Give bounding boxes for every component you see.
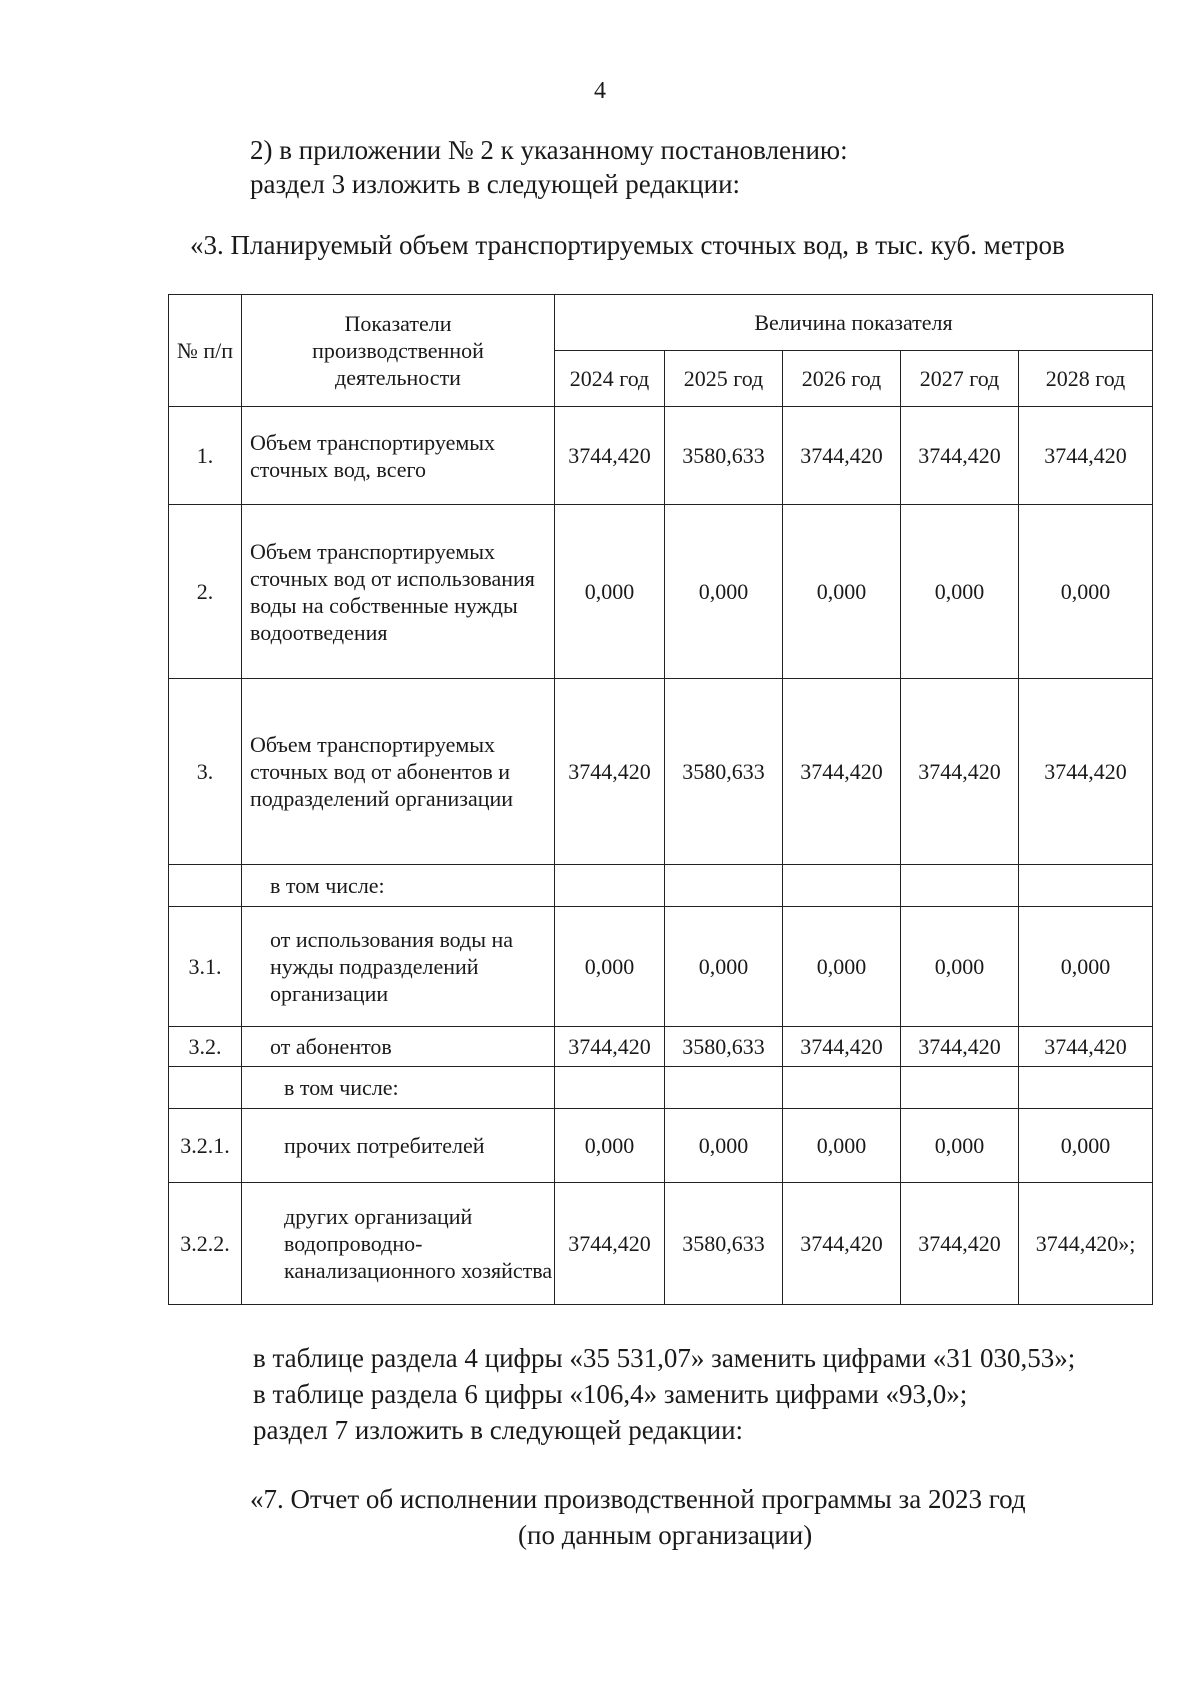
row-name: в том числе: bbox=[242, 865, 555, 907]
row-value: 3580,633 bbox=[665, 679, 783, 865]
amendment-line-1: в таблице раздела 4 цифры «35 531,07» заменить цифрами «31 030,53»; bbox=[253, 1343, 1076, 1373]
row-value: 3744,420 bbox=[1019, 1027, 1153, 1067]
row-value: 0,000 bbox=[783, 505, 901, 679]
row-value: 3744,420 bbox=[783, 1027, 901, 1067]
row-name: Объем транспортируемых сточных вод от использования воды на собственные нужды водоотведения bbox=[242, 505, 555, 679]
row-value bbox=[1019, 1067, 1153, 1109]
row-value: 3744,420 bbox=[1019, 679, 1153, 865]
row-name: от абонентов bbox=[242, 1027, 555, 1067]
row-value bbox=[901, 1067, 1019, 1109]
header-value-group: Величина показателя bbox=[555, 295, 1153, 351]
table-row bbox=[169, 865, 1153, 907]
row-value: 0,000 bbox=[783, 1109, 901, 1183]
row-value bbox=[555, 1067, 665, 1109]
row-value: 3744,420 bbox=[555, 1027, 665, 1067]
row-value: 0,000 bbox=[901, 907, 1019, 1027]
row-name: Объем транспортируемых сточных вод от абонентов и подразделений организации bbox=[242, 679, 555, 865]
table-row bbox=[169, 1183, 1153, 1305]
row-value: 3744,420 bbox=[555, 1183, 665, 1305]
header-year: 2024 год bbox=[555, 351, 665, 407]
row-value: 3744,420 bbox=[901, 407, 1019, 505]
row-value: 0,000 bbox=[783, 907, 901, 1027]
row-value: 0,000 bbox=[555, 1109, 665, 1183]
row-value bbox=[555, 865, 665, 907]
row-value: 3744,420 bbox=[1019, 407, 1153, 505]
row-value: 3744,420 bbox=[783, 407, 901, 505]
row-value bbox=[783, 865, 901, 907]
row-value: 3744,420 bbox=[555, 407, 665, 505]
section-3-title: «3. Планируемый объем транспортируемых сточных вод, в тыс. куб. метров bbox=[190, 230, 1065, 260]
row-value bbox=[665, 865, 783, 907]
row-name: прочих потребителей bbox=[242, 1109, 555, 1183]
table-row bbox=[169, 407, 1153, 505]
row-value bbox=[783, 1067, 901, 1109]
header-year: 2025 год bbox=[665, 351, 783, 407]
header-num: № п/п bbox=[169, 295, 242, 407]
row-value: 0,000 bbox=[665, 907, 783, 1027]
row-value: 0,000 bbox=[901, 1109, 1019, 1183]
row-value: 0,000 bbox=[1019, 907, 1153, 1027]
row-num: 3. bbox=[169, 679, 242, 865]
row-num: 3.2.1. bbox=[169, 1109, 242, 1183]
row-value: 3744,420 bbox=[783, 679, 901, 865]
table-row bbox=[169, 1027, 1153, 1067]
row-value: 0,000 bbox=[1019, 505, 1153, 679]
intro-line-2: раздел 3 изложить в следующей редакции: bbox=[250, 169, 741, 199]
row-value: 3580,633 bbox=[665, 1183, 783, 1305]
header-indicator: Показатели производственной деятельности bbox=[242, 295, 555, 407]
row-value bbox=[1019, 865, 1153, 907]
intro-line-1: 2) в приложении № 2 к указанному постановлению: bbox=[250, 135, 848, 165]
row-num bbox=[169, 865, 242, 907]
row-value: 0,000 bbox=[1019, 1109, 1153, 1183]
table-row bbox=[169, 679, 1153, 865]
header-year: 2027 год bbox=[901, 351, 1019, 407]
header-year: 2028 год bbox=[1019, 351, 1153, 407]
row-value bbox=[901, 865, 1019, 907]
row-num: 3.2. bbox=[169, 1027, 242, 1067]
row-value: 3580,633 bbox=[665, 407, 783, 505]
amendment-line-3: раздел 7 изложить в следующей редакции: bbox=[253, 1415, 744, 1445]
section-7-subtitle: (по данным организации) bbox=[518, 1520, 813, 1550]
row-name: в том числе: bbox=[242, 1067, 555, 1109]
row-value: 3744,420 bbox=[555, 679, 665, 865]
amendment-line-2: в таблице раздела 6 цифры «106,4» заменить цифрами «93,0»; bbox=[253, 1379, 968, 1409]
row-num: 2. bbox=[169, 505, 242, 679]
row-num: 1. bbox=[169, 407, 242, 505]
row-value: 0,000 bbox=[555, 907, 665, 1027]
row-value: 0,000 bbox=[555, 505, 665, 679]
row-value: 3744,420 bbox=[901, 1183, 1019, 1305]
row-value: 0,000 bbox=[901, 505, 1019, 679]
row-num: 3.2.2. bbox=[169, 1183, 242, 1305]
row-value: 3744,420 bbox=[901, 1027, 1019, 1067]
row-value: 0,000 bbox=[665, 1109, 783, 1183]
table-row bbox=[169, 907, 1153, 1027]
row-num: 3.1. bbox=[169, 907, 242, 1027]
row-value: 3744,420»; bbox=[1019, 1183, 1153, 1305]
row-num bbox=[169, 1067, 242, 1109]
header-year: 2026 год bbox=[783, 351, 901, 407]
row-value: 0,000 bbox=[665, 505, 783, 679]
row-name: других организаций водопроводно-канализационного хозяйства bbox=[242, 1183, 555, 1305]
row-value: 3744,420 bbox=[783, 1183, 901, 1305]
row-value bbox=[665, 1067, 783, 1109]
row-name: Объем транспортируемых сточных вод, всего bbox=[242, 407, 555, 505]
table-row bbox=[169, 1109, 1153, 1183]
row-value: 3744,420 bbox=[901, 679, 1019, 865]
section-7-title: «7. Отчет об исполнении производственной программы за 2023 год bbox=[250, 1484, 1026, 1514]
row-value: 3580,633 bbox=[665, 1027, 783, 1067]
wastewater-volume-table bbox=[168, 294, 1153, 1305]
table-row bbox=[169, 505, 1153, 679]
table-row bbox=[169, 1067, 1153, 1109]
row-name: от использования воды на нужды подразделений организации bbox=[242, 907, 555, 1027]
page-number: 4 bbox=[594, 78, 606, 104]
